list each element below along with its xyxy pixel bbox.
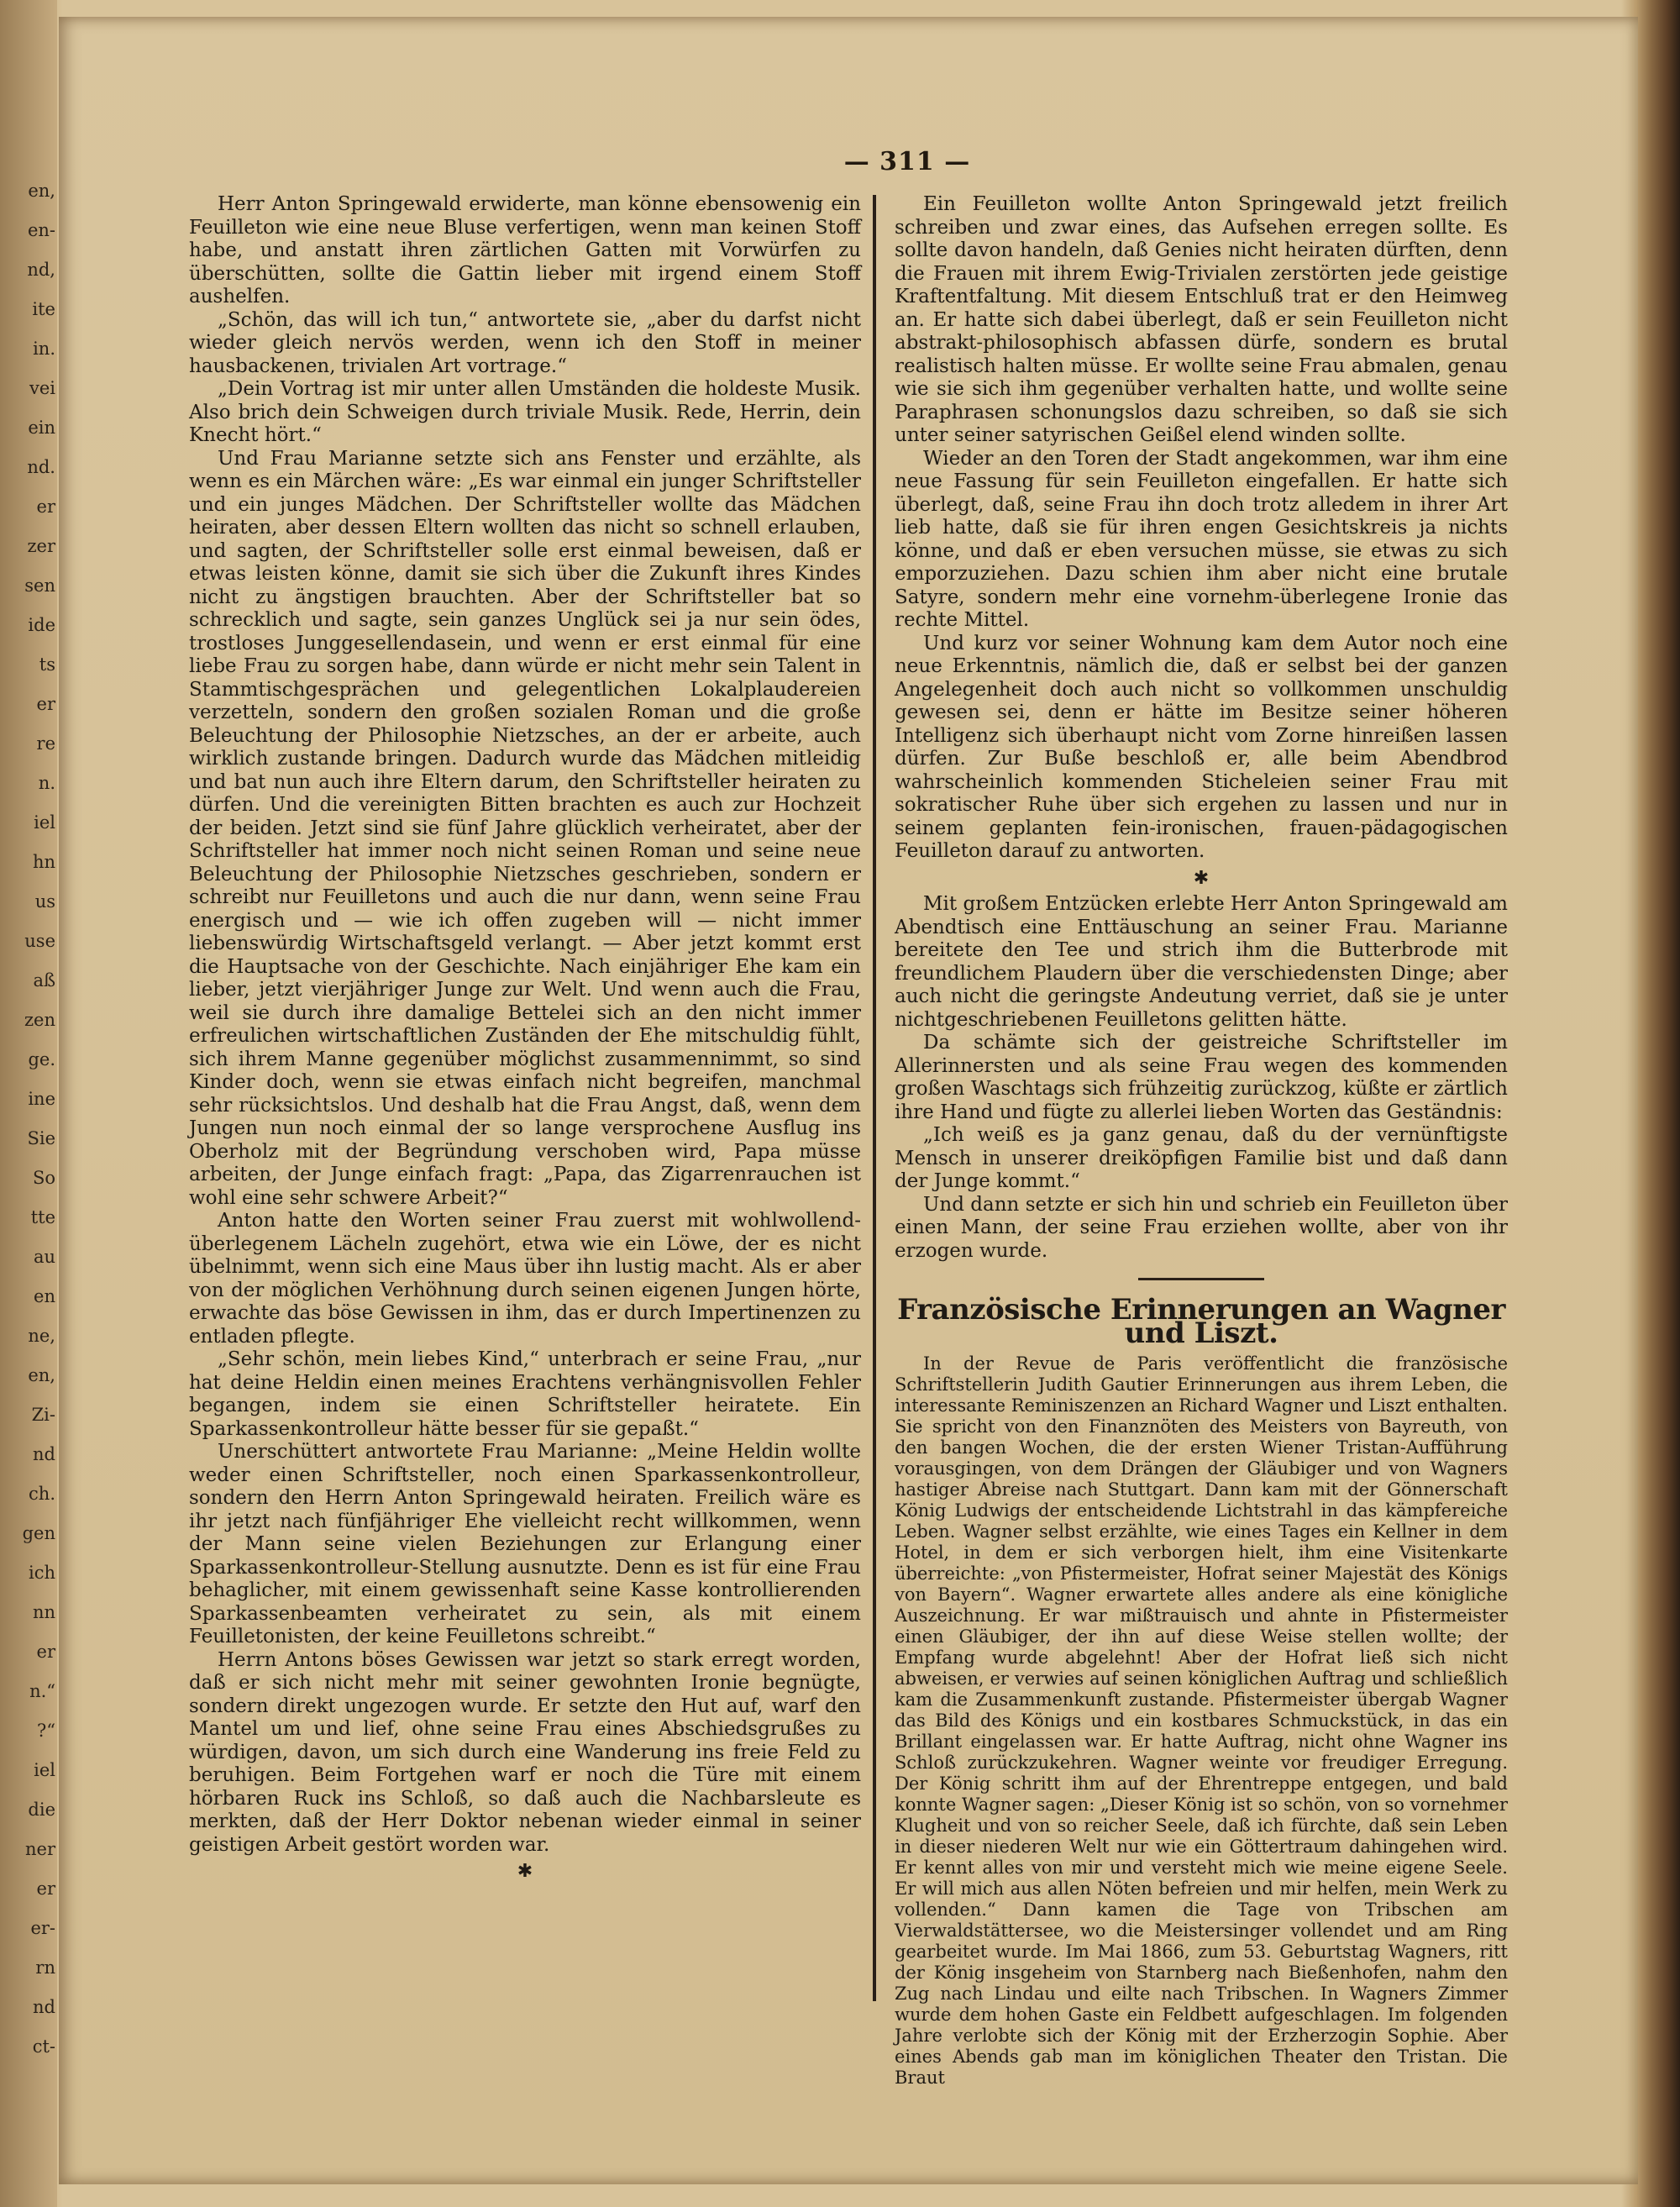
previous-page-fragment: rn [35, 1957, 55, 1978]
previous-page-fragment: ich [28, 1563, 55, 1583]
page-number: — 311 — [843, 147, 971, 176]
paragraph: Mit großem Entzücken erlebte Herr Anton Springewald am Abendtisch eine Enttäuschung an seiner Frau. Marianne bereitete den Tee und strich ihm die Butterbrode mit freundlichem Plaudern über die verschiedensten Dinge; aber auch nicht die geringste Andeutung verriet, daß sie je unter nichtgeschriebenen Feuilletons gelitten hätte. [895, 893, 1508, 1031]
previous-page-fragment: ts [39, 654, 55, 675]
page [59, 17, 1638, 2184]
previous-page-fragment: ne, [28, 1326, 55, 1346]
previous-page-fragment: nd [33, 1444, 55, 1464]
paragraph: „Schön, das will ich tun,“ antwortete sie, „aber du darfst nicht wieder gleich nervös werden, wenn ich den Stoff in meiner hausbackenen, trivialen Art vortrage.“ [189, 308, 861, 377]
previous-page-fragment: ?“ [37, 1721, 55, 1741]
previous-page-fragment: So [32, 1168, 55, 1188]
previous-page-fragment: ch. [29, 1484, 55, 1504]
previous-page-fragment: en [34, 1286, 55, 1306]
previous-page-fragment: en, [28, 181, 55, 201]
previous-page-fragment: vei [29, 378, 55, 398]
paragraph: Anton hatte den Worten seiner Frau zuerst mit wohlwollend-überlegenem Lächeln zugehört, etwa wie ein Löwe, der es nicht übelnimmt, wenn sich eine Maus über ihn lustig macht. Als er aber von der möglichen Verhöhnung durch seinen eigenen Jungen hörte, erwachte das böse Gewissen in ihm, das er durch Impertinenzen zu entladen pflegte. [189, 1210, 861, 1348]
paragraph: „Dein Vortrag ist mir unter allen Umständen die holdeste Musik. Also brich dein Schweigen durch triviale Musik. Rede, Herrin, dein Knecht hört.“ [189, 378, 861, 446]
previous-page-fragment: nd, [27, 260, 55, 280]
previous-page-fragment: au [33, 1247, 55, 1267]
previous-page-fragment: er [36, 1642, 55, 1662]
section-ornament: ✱ [1193, 867, 1210, 889]
previous-page-fragment: re [36, 733, 55, 754]
paragraph: Wieder an den Toren der Stadt angekommen, war ihm eine neue Fassung für sein Feuilleton eingefallen. Er hatte sich überlegt, daß, seine Frau ihn doch trotz alledem in ihrer Art lieb hatte, daß sie für ihren engen Gesichtskreis ja nichts könne, und daß er eben versuchen müsse, sie etwas zu sich emporzuziehen. Dazu schien ihm aber nicht eine brutale Satyre, sondern mehr eine vornehm-überlegene Ironie das rechte Mittel. [895, 447, 1508, 631]
previous-page-fragment: iel [34, 812, 55, 833]
paragraph: Herr Anton Springewald erwiderte, man könne ebensowenig ein Feuilleton wie eine neue Bluse verfertigen, wenn man keinen Stoff habe, und anstatt ihren zärtlichen Gatten mit Vorwürfen zu überschütten, sollte die Gattin lieber mit irgend einem Stoff aushelfen. [189, 193, 861, 307]
previous-page-fragment: aß [33, 970, 55, 991]
previous-page-fragment: zen [24, 1010, 55, 1030]
section-separator [1138, 1278, 1264, 1280]
previous-page-fragment: ide [28, 615, 55, 635]
previous-page-fragment: hn [32, 852, 55, 872]
paragraph: Und Frau Marianne setzte sich ans Fenster und erzählte, als wenn es ein Märchen wäre: „Es war einmal ein junger Schriftsteller und ein junges Mädchen. Der Schriftsteller wollte das Mädchen heiraten, aber dessen Eltern wollten das nicht so schnell erlauben, und sagten, der Schriftsteller solle erst einmal beweisen, daß er etwas leisten könne, damit sie sich über die Zukunft ihres Kindes nicht zu ängstigen brauchten. Aber der Schriftsteller bat so schrecklich und sagte, sein ganzes Unglück sei ja nur sein ödes, trostloses Junggesellendasein, und wenn er erst einmal für eine liebe Frau zu sorgen habe, dann würde er nicht mehr sein Talent in Stammtischgesprächen und gelegentlichen Lokalplaudereien verzetteln, sondern den großen sozialen Roman und die große Beleuchtung der Philosophie Nietzsches, an der er arbeite, auch wirklich zustande bringen. Dadurch wurde das Mädchen mitleidig und bat nun auch ihre Eltern darum, den Schriftsteller heiraten zu dürfen. Und die vereinigten Bitten brachten es auch zur Hochzeit der beiden. Jetzt sind sie fünf Jahre glücklich verheiratet, aber der Schriftsteller hat immer noch nicht seinen Roman und seine neue Beleuchtung der Philosophie Nietzsches geschrieben, sondern er schreibt nur Feuilletons und auch die nur dann, wenn seine Frau energisch und — wie ich offen zugeben will — nicht immer liebenswürdig Wirtschaftsgeld verlangt. — Aber jetzt kommt erst die Hauptsache von der Geschichte. Nach einjähriger Ehe kam ein lieber, jetzt vierjähriger Junge zur Welt. Und wenn auch die Frau, weil sie durch ihre damalige Bettelei sich an den nicht immer erfreulichen wirtschaftlichen Zuständen der Ehe mitschuldig fühlt, sich ihrem Manne gegenüber möglichst zusammennimmt, so sind Kinder doch, wenn sie etwas einfach nicht begreifen, manchmal sehr rücksichtslos. Und deshalb hat die Frau Angst, daß, wenn dem Jungen nun noch einmal der so lange versprochene Ausflug ins Oberholz mit der Begründung verschoben wird, Papa müsse arbeiten, der Junge einfach fragt: „Papa, das Zigarrenrauchen ist wohl eine sehr schwere Arbeit?“ [189, 447, 861, 1209]
paragraph: „Sehr schön, mein liebes Kind,“ unterbrach er seine Frau, „nur hat deine Heldin einen meines Erachtens verhängnisvollen Fehler begangen, indem sie einen Schriftsteller heiratete. Ein Sparkassenkontrolleur hätte besser für sie gepaßt.“ [189, 1348, 861, 1440]
previous-page-fragment: us [34, 891, 55, 912]
previous-page-fragment: die [28, 1800, 55, 1820]
previous-page-fragment: Sie [27, 1128, 55, 1148]
paragraph: Unerschüttert antwortete Frau Marianne: „Meine Heldin wollte weder einen Schriftsteller, noch einen Sparkassenkontrolleur, sondern den Herrn Anton Springewald heiraten. Freilich wäre es ihr jetzt nach fünfjähriger Ehe vielleicht recht willkommen, wenn der Mann seine vielen Beziehungen zur Erlangung einer Sparkassenkontrolleur-Stellung ausnutzte. Denn es ist für eine Frau behaglicher, mit einem gewissenhaft seine Kasse kontrollierenden Sparkassenbeamten verheiratet zu sein, als mit einem Feuilletonisten, der keine Feuilletons schreibt.“ [189, 1441, 861, 1647]
column-divider [873, 195, 876, 2001]
previous-page-fragment: nd [33, 1997, 55, 2017]
previous-page-fragment: nd. [27, 457, 55, 477]
paragraph: Da schämte sich der geistreiche Schriftsteller im Allerinnersten und als seine Frau wegen des kommenden großen Waschtags sich frühzeitig zurückzog, küßte er zärtlich ihre Hand und fügte zu allerlei lieben Worten das Geständnis: [895, 1032, 1508, 1123]
previous-page-fragment: er [36, 497, 55, 517]
previous-page-fragment: en- [27, 220, 55, 240]
previous-page-fragment: ine [28, 1089, 55, 1109]
paragraph: Herrn Antons böses Gewissen war jetzt so stark erregt worden, daß er sich nicht mehr mit seiner gewohnten Ironie begnügte, sondern direkt ungezogen wurde. Er setzte den Hut auf, warf den Mantel um und lief, ohne seine Frau eines Abschiedsgrußes zu würdigen, davon, um sich durch eine Wanderung ins freie Feld zu beruhigen. Beim Fortgehen warf er noch die Türe mit einem hörbaren Ruck ins Schloß, so daß auch die Nachbarsleute es merkten, daß der Herr Doktor nebenan wieder einmal in seiner geistigen Arbeit gestört worden war. [189, 1648, 861, 1856]
previous-page-fragment: ein [28, 418, 55, 438]
previous-page-fragment: nn [32, 1602, 55, 1622]
paragraph: „Ich weiß es ja ganz genau, daß du der vernünftigste Mensch in unserer dreiköpfigen Familie bist und daß dann der Junge kommt.“ [895, 1124, 1508, 1192]
paragraph: Und dann setzte er sich hin und schrieb ein Feuilleton über einen Mann, der seine Frau erziehen wollte, aber von ihr erzogen wurde. [895, 1193, 1508, 1262]
previous-page-fragment: in. [33, 339, 55, 359]
previous-page-edge [0, 0, 57, 2207]
previous-page-fragment: use [24, 931, 55, 951]
article-title: Französische Erinnerungen an Wagner und Liszt. [897, 1293, 1505, 1350]
previous-page-fragment: zer [27, 536, 55, 556]
paragraph: Und kurz vor seiner Wohnung kam dem Autor noch eine neue Erkenntnis, nämlich die, daß er selbst bei der ganzen Angelegenheit doch auch nicht so vollkommen unschuldig gewesen sei, denn er hätte im Besitze seiner höheren Intelligenz sich überhaupt nicht vom Zorne hinreißen lassen dürfen. Zur Buße beschloß er, alle beim Abendbrod wahrscheinlich kommenden Sticheleien seiner Frau mit sokratischer Ruhe über sich ergehen zu lassen und nur in seinem geplanten fein-ironischen, frauen-pädagogischen Feuilleton darauf zu antworten. [895, 632, 1508, 862]
previous-page-fragment: ner [25, 1839, 55, 1859]
previous-page-fragment: ct- [32, 2036, 55, 2057]
previous-page-fragment: sen [24, 575, 55, 596]
section-ornament: ✱ [517, 1861, 533, 1882]
previous-page-fragment: er [36, 694, 55, 714]
right-column [895, 193, 1508, 2089]
previous-page-fragment: er- [30, 1918, 55, 1938]
previous-page-fragment: en, [28, 1365, 55, 1385]
paragraph: Ein Feuilleton wollte Anton Springewald jetzt freilich schreiben und zwar eines, das Aufsehen erregen sollte. Es sollte davon handeln, daß Genies nicht heiraten dürften, denn die Frauen mit ihrem Ewig-Trivialen zerstörten jede geistige Kraftentfaltung. Mit diesem Entschluß trat er den Heimweg an. Er hatte sich dabei überlegt, daß er sein Feuilleton nicht abstrakt-philosophisch abfassen dürfe, sondern es brutal realistisch halten müsse. Er wollte seine Frau abmalen, genau wie sie sich ihm gegenüber verhalten hatte, und wollte seine Paraphrasen schonungslos dazu schreiben, so daß sie sich unter seiner satyrischen Geißel elend winden sollte. [895, 193, 1508, 446]
left-column [189, 193, 861, 1887]
previous-page-fragment: Zi- [31, 1405, 55, 1425]
previous-page-fragment: n. [38, 773, 55, 793]
previous-page-fragment: n.“ [29, 1681, 55, 1701]
previous-page-fragment: er [36, 1879, 55, 1899]
previous-page-fragment: gen [22, 1523, 55, 1543]
previous-page-fragment: tte [30, 1207, 55, 1227]
previous-page-fragment: ge. [28, 1049, 55, 1069]
article-body: In der Revue de Paris veröffentlicht die französische Schriftstellerin Judith Gautier Erinnerungen aus ihrem Leben, die interessante Reminiszenzen an Richard Wagner und Liszt enthalten. Sie spricht von den Finanznöten des Meisters von Bayreuth, von den bangen Wochen, die der ersten Wiener Tristan-Aufführung vorausgingen, von dem Drängen der Gläubiger und von Wagners hastiger Abreise nach Stuttgart. Dann kam mit der Gönnerschaft König Ludwigs der entscheidende Lichtstrahl in das kämpfereiche Leben. Wagner selbst erzählte, wie eines Tages ein Kellner in dem Hotel, in dem er sich verborgen hielt, ihm eine Visitenkarte überreichte: „von Pfistermeister, Hofrat seiner Majestät des Königs von Bayern“. Wagner erwartete alles andere als eine königliche Auszeichnung. Er war mißtrauisch und ahnte in Pfistermeister einen Gläubiger, der ihn auf diese Weise stellen wollte; der Empfang wurde abgelehnt! Aber der Hofrat ließ sich nicht abweisen, er verwies auf seinen königlichen Auftrag und schließlich kam die Zusammenkunft zustande. Pfistermeister übergab Wagner das Bild des Königs und ein kostbares Schmuckstück, in das ein Brillant eingelassen war. Er hatte Auftrag, nicht ohne Wagner ins Schloß zurückzukehren. Wagner weinte vor freudiger Erregung. Der König schritt ihm auf der Ehrentreppe entgegen, und bald konnte Wagner sagen: „Dieser König ist so schön, von so vornehmer Klugheit und von so reicher Seele, daß ich fürchte, daß sein Leben in dieser niederen Welt nur wie ein Göttertraum dahingehen wird. Er kennt alles von mir und versteht mich wie meine eigene Seele. Er will mich aus allen Nöten befreien und mir helfen, mein Werk zu vollenden.“ Dann kamen die Tage von Tribschen am Vierwaldstättersee, wo die Meistersinger vollendet und am Ring gearbeitet wurde. Im Mai 1866, zum 53. Geburtstag Wagners, ritt der König insgeheim von Starnberg nach Bießenhofen, nahm den Zug nach Lindau und eilte nach Tribschen. In Wagners Zimmer wurde dem hohen Gaste ein Feldbett aufgeschlagen. Im folgenden Jahre verlobte sich der König mit der Erzherzogin Sophie. Aber eines Abends gab man im königlichen Theater den Tristan. Die Braut [895, 1353, 1508, 2088]
previous-page-fragment: ite [32, 299, 55, 319]
previous-page-fragment: iel [34, 1760, 55, 1780]
